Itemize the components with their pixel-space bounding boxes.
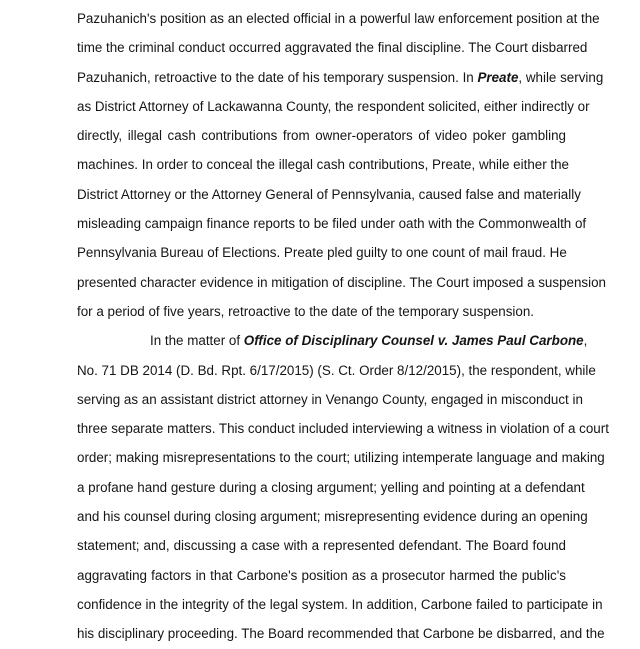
text-line: statement; and, discussing a case with a represented defendant. The Board found xyxy=(77,538,566,554)
text-line: Pazuhanich's position as an elected official in a powerful law enforcement position at the xyxy=(77,11,600,26)
paragraph-carbone-case xyxy=(77,326,609,648)
text-line: aggravating factors in that Carbone's position as a prosecutor harmed the public's xyxy=(77,567,566,583)
text-line: presented character evidence in mitigation of discipline. The Court imposed a suspension xyxy=(77,274,606,290)
case-name: Preate xyxy=(477,69,519,85)
text-line: order; making misrepresentations to the court; utilizing intemperate language and making xyxy=(77,450,605,466)
text-line: In the matter of Office of Disciplinary Counsel v. James Paul Carbone, xyxy=(150,333,588,349)
text-line: directly, illegal cash contributions from owner-operators of video poker gambling xyxy=(77,128,566,144)
text-line: Pazuhanich, retroactive to the date of his temporary suspension. In Preate, while serving xyxy=(77,69,604,85)
document-body xyxy=(77,4,609,649)
text-line: misleading campaign finance reports to be filed under oath with the Commonwealth of xyxy=(77,216,587,232)
text-line: and his counsel during closing argument; misrepresenting evidence during an opening xyxy=(77,509,588,525)
text-line: three separate matters. This conduct included interviewing a witness in violation of a court xyxy=(77,421,609,437)
paragraph-preate-summary xyxy=(77,4,606,326)
text-line: machines. In order to conceal the illegal cash contributions, Preate, while either the xyxy=(77,157,570,173)
text-line: No. 71 DB 2014 (D. Bd. Rpt. 6/17/2015) (S. Ct. Order 8/12/2015), the respondent, while xyxy=(77,362,596,378)
text-line: for a period of five years, retroactive to the date of the temporary suspension. xyxy=(77,303,535,319)
case-name: Office of Disciplinary Counsel v. James Paul Carbone xyxy=(243,333,584,349)
text-line: serving as an assistant district attorney in Venango County, engaged in misconduct in xyxy=(77,391,583,407)
text-line: his disciplinary proceeding. The Board recommended that Carbone be disbarred, and the xyxy=(77,626,605,642)
text-line: District Attorney or the Attorney General of Pennsylvania, caused false and materially xyxy=(77,186,581,202)
text-line: Pennsylvania Bureau of Elections. Preate pled guilty to one count of mail fraud. He xyxy=(77,245,567,261)
text-line: confidence in the integrity of the legal system. In addition, Carbone failed to participate in xyxy=(77,596,603,612)
text-line: as District Attorney of Lackawanna County, the respondent solicited, either indirectly or xyxy=(77,98,590,114)
text-line: a profane hand gesture during a closing argument; yelling and pointing at a defendant xyxy=(77,479,585,495)
text-line: time the criminal conduct occurred aggravated the final discipline. The Court disbarred xyxy=(77,40,588,56)
